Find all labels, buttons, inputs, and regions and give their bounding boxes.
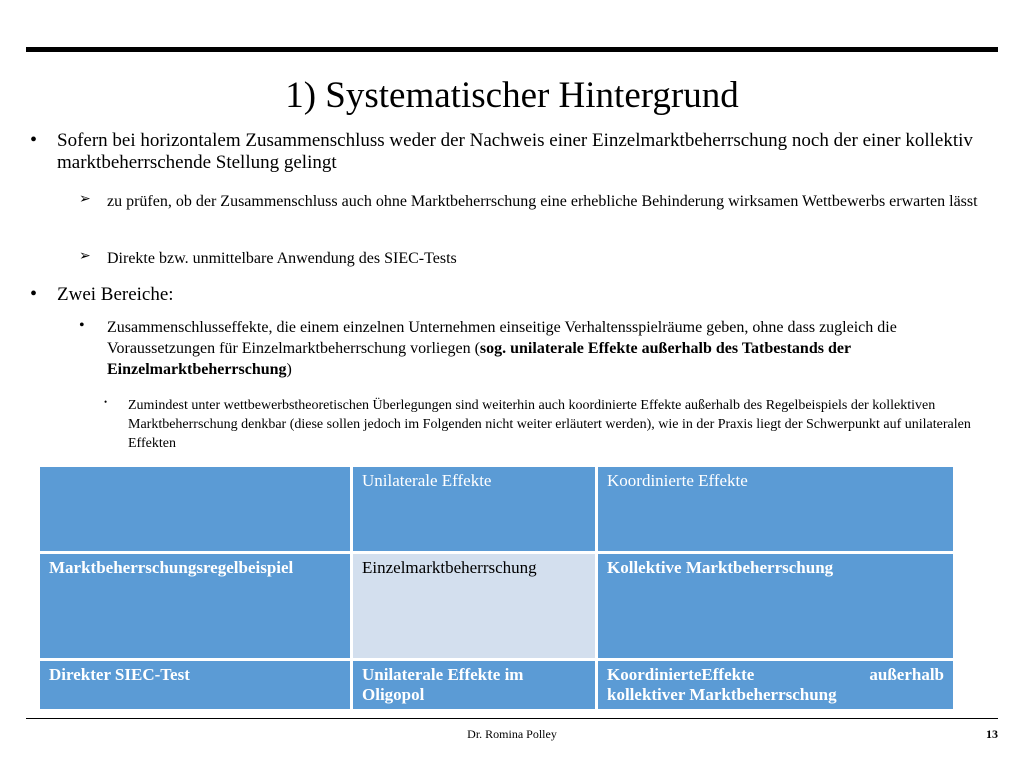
- sub-sub-bullet-text: Zumindest unter wettbewerbstheoretischen Überlegungen sind weiterhin auch koordinierte Effekte außerhalb des Regelbeispiels der kollektiven Marktbeherrschung denkbar (diese sollen jedoch im Folgenden nicht weiter erläutert werden), wie in der Praxis liegt der Schwerpunkt auf unilateralen Effekten: [128, 398, 971, 451]
- bottom-rule: [26, 718, 998, 719]
- bullet-marker: •: [79, 317, 85, 334]
- table-cell: [597, 660, 955, 711]
- table-cell: Marktbeherrschungsregelbeispiel: [39, 553, 352, 660]
- cell-word: KoordinierteEffekte: [607, 665, 755, 684]
- sub-bullet-text-bold: sog. unilaterale Effekte außerhalb des Tatbestands der Einzelmarktbeherrschung: [107, 340, 851, 378]
- top-rule: [26, 47, 998, 52]
- bullet-text: Sofern bei horizontalem Zusammenschluss weder der Nachweis einer Einzelmarktbeherrschung noch der einer kollektiv marktbeherrschende Stellung gelingt: [57, 130, 973, 173]
- table-cell: Unilaterale Effekte: [352, 466, 597, 553]
- bullet-marker: •: [30, 283, 38, 305]
- bullet-marker: •: [30, 129, 38, 151]
- table-cell: Unilaterale Effekte im Oligopol: [352, 660, 597, 711]
- arrow-marker: ➢: [79, 192, 91, 207]
- table-cell: Koordinierte Effekte: [597, 466, 955, 553]
- slide-title: 1) Systematischer Hintergrund: [285, 75, 739, 116]
- comparison-table: [37, 464, 956, 712]
- table-row: [39, 660, 955, 711]
- table-row: [39, 553, 955, 660]
- cell-word: außerhalb: [869, 665, 944, 684]
- bullet-marker: •: [104, 397, 108, 407]
- table-cell: [39, 466, 352, 553]
- bullet-text: Zwei Bereiche:: [57, 284, 174, 305]
- sub-bullet-text: Direkte bzw. unmittelbare Anwendung des SIEC-Tests: [107, 250, 457, 267]
- sub-bullet-text: zu prüfen, ob der Zusammenschluss auch ohne Marktbeherrschung eine erhebliche Behinderung wirksamen Wettbewerbs erwarten lässt: [107, 193, 978, 210]
- page-number: 13: [986, 727, 998, 741]
- footer-author: Dr. Romina Polley: [467, 727, 557, 741]
- justified-line: [607, 665, 944, 685]
- sub-bullet-text-end: ): [286, 361, 292, 378]
- sub-bullet-text: [107, 317, 997, 380]
- table-header-row: [39, 466, 955, 553]
- cell-line: kollektiver Marktbeherrschung: [607, 685, 837, 704]
- table-cell: Direkter SIEC-Test: [39, 660, 352, 711]
- table-cell: Einzelmarktbeherrschung: [352, 553, 597, 660]
- arrow-marker: ➢: [79, 249, 91, 264]
- sub-bullet-text-start: Zusammenschlusseffekte, die einem einzelnen Unternehmen einseitige Verhaltensspielräume geben, ohne dass zugleich die Voraussetzungen für Einzelmarktbeherrschung vorliegen (: [107, 319, 897, 357]
- table-cell: Kollektive Marktbeherrschung: [597, 553, 955, 660]
